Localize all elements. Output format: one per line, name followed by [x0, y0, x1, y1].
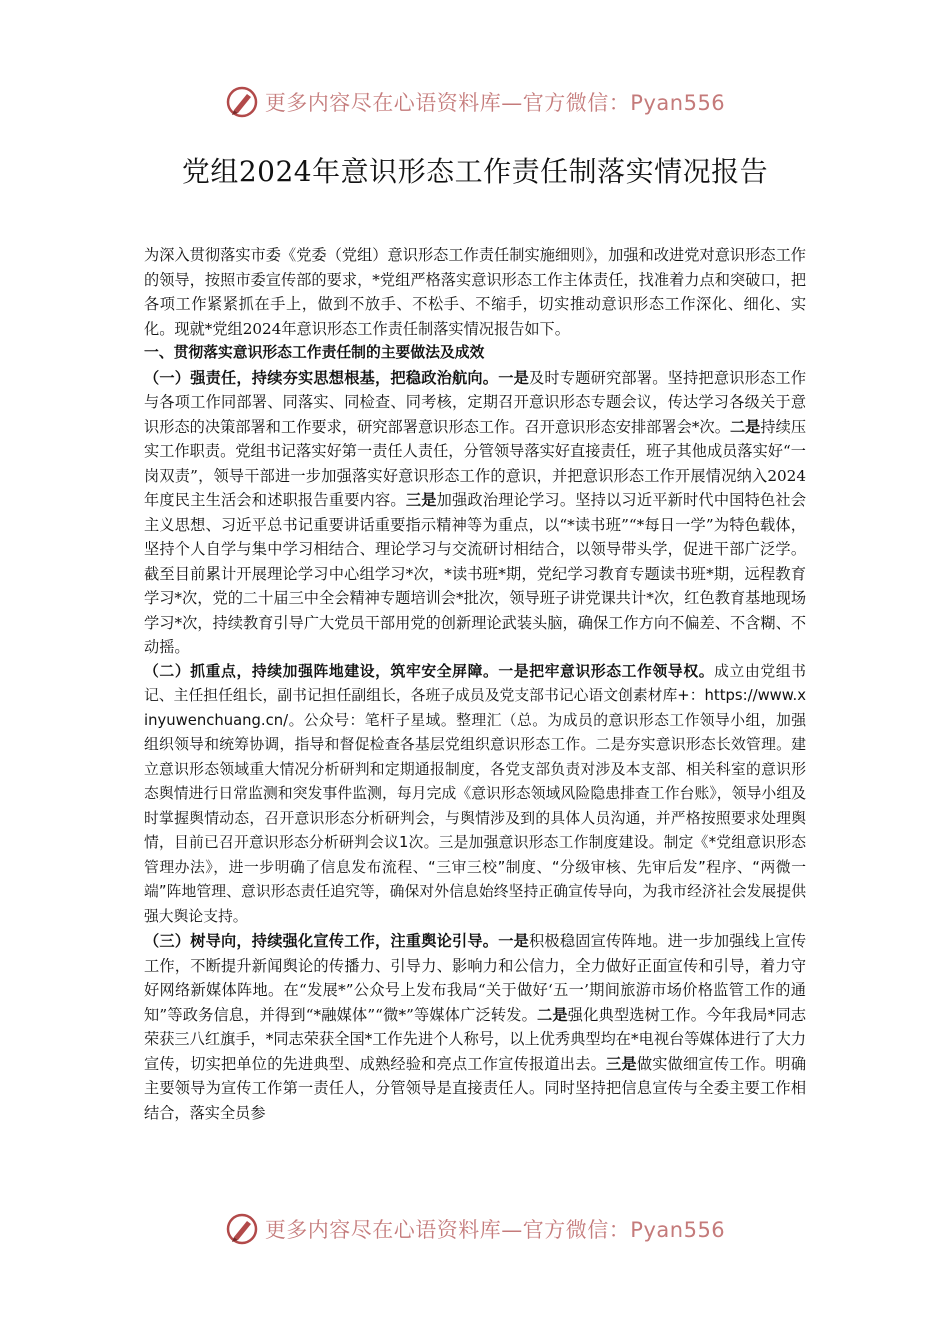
paragraph-lead: （三）树导向，持续强化宣传工作，注重舆论引导。一是: [144, 932, 530, 950]
pen-logo-icon: [225, 85, 259, 119]
pen-logo-icon: [225, 1212, 259, 1246]
paragraph-publicity: [144, 929, 806, 1125]
paragraph-text: 做实做细宣传工作。明确主要领导为宣传工作第一责任人，分管领导是直接责任人。同时坚持把信息宣传与全委主要工作相结合，落实全员参: [144, 1054, 807, 1122]
document-title: 党组2024年意识形态工作责任制落实情况报告: [181, 155, 769, 188]
watermark-text: 更多内容尽在心语资料库—官方微信：Pyan556: [264, 91, 726, 115]
paragraph-text: 强化典型选树工作。今年我局*同志荣获三八红旗手，*同志荣获全国*工作先进个人称号，以上优秀典型均在*电视台等媒体进行了大力宣传，切实把单位的先进典型、成熟经验和亮点工作宣传报道出去。: [144, 1005, 807, 1073]
paragraph-responsibility: [144, 366, 806, 660]
watermark-text: 更多内容尽在心语资料库—官方微信：Pyan556: [264, 1218, 726, 1242]
intro-paragraph: 为深入贯彻落实市委《党委（党组）意识形态工作责任制实施细则》，加强和改进党对意识形态工作的领导，按照市委宣传部的要求，*党组严格落实意识形态工作主体责任，找准着力点和突破口，把各项工作紧紧抓在手上，做到不放手、不松手、不缩手，切实推动意识形态工作深化、细化、实化。现就*党组2024年意识形态工作责任制落实情况报告如下。: [144, 246, 806, 338]
paragraph-lead: （二）抓重点，持续加强阵地建设，筑牢安全屏障。一是把牢意识形态工作领导权。: [144, 662, 715, 680]
point-marker: 三是: [606, 1054, 637, 1073]
paragraph-position-building: [144, 660, 806, 930]
paragraph-text: 持续压实工作职责。党组书记落实好第一责任人责任，分管领导落实好直接责任，班子其他成员落实好“一岗双责”，领导干部进一步加强落实好意识形态工作的意识，并把意识形态工作开展情况纳入2024年度民主生活会和述职报告重要内容。: [144, 417, 806, 509]
paragraph-text: 积极稳固宣传阵地。进一步加强线上宣传工作，不断提升新闻舆论的传播力、引导力、影响力和公信力，全力做好正面宣传和引导，着力守好网络新媒体阵地。在“发展*”公众号上发布我局“关于做好‘五一’期间旅游市场价格监管工作的通知”等政务信息，并得到“*融媒体”“微*”等媒体广泛转发。: [144, 932, 807, 1024]
paragraph-text: 成立由党组书记、主任担任组长，副书记担任副组长，各班子成员及党支部书记心语文创素材库+：https://www.xinyuwenchuang.cn/。公众号：笔杆子星域。整理汇（总。为成员的意识形态工作领导小组，加强组织领导和统筹协调，指导和督促检查各基层党组织意识形态工作。二是夯实意识形态长效管理。建立意识形态领域重大情况分析研判和定期通报制度，各党支部负责对涉及本支部、相关科室的意识形态舆情进行日常监测和突发事件监测，每月完成《意识形态领域风险隐患排查工作台账》，领导小组及时掌握舆情动态，召开意识形态分析研判会，与舆情涉及到的具体人员沟通，并严格按照要求处理舆情，目前已召开意识形态分析研判会议1次。三是加强意识形态工作制度建设。制定《*党组意识形态管理办法》，进一步明确了信息发布流程、“三审三校”制度、“分级审核、先审后发”程序、“两微一端”阵地管理、意识形态责任追究等，确保对外信息始终坚持正确宣传导向，为我市经济社会发展提供强大舆论支持。: [144, 662, 806, 925]
paragraph-lead: （一）强责任，持续夯实思想根基，把稳政治航向。一是: [144, 368, 530, 387]
point-marker: 三是: [405, 491, 437, 509]
paragraph-text: 及时专题研究部署。坚持把意识形态工作与各项工作同部署、同落实、同检查、同考核，定期召开意识形态专题会议，传达学习各级关于意识形态的决策部署和工作要求，研究部署意识形态工作。召开意识形态安排部署会*次。: [144, 368, 807, 436]
header-watermark: [0, 79, 950, 125]
document-body: [144, 243, 806, 1125]
paragraph-text: 加强政治理论学习。坚持以习近平新时代中国特色社会主义思想、习近平总书记重要讲话重要指示精神等为重点，以“*读书班”“*每日一学”为特色载体，坚持个人自学与集中学习相结合、理论学习与交流研讨相结合，以领导带头学，促进干部广泛学。截至目前累计开展理论学习中心组学习*次，*读书班*期，党纪学习教育专题读书班*期，远程教育学习*次，党的二十届三中全会精神专题培训会*批次，领导班子讲党课共计*次，红色教育基地现场学习*次，持续教育引导广大党员干部用党的创新理论武装头脑，确保工作方向不偏差、不含糊、不动摇。: [144, 491, 807, 656]
section-heading: 一、贯彻落实意识形态工作责任制的主要做法及成效: [144, 344, 485, 361]
point-marker: 二是: [537, 1005, 568, 1024]
footer-watermark: [0, 1206, 950, 1252]
point-marker: 二是: [729, 417, 761, 436]
